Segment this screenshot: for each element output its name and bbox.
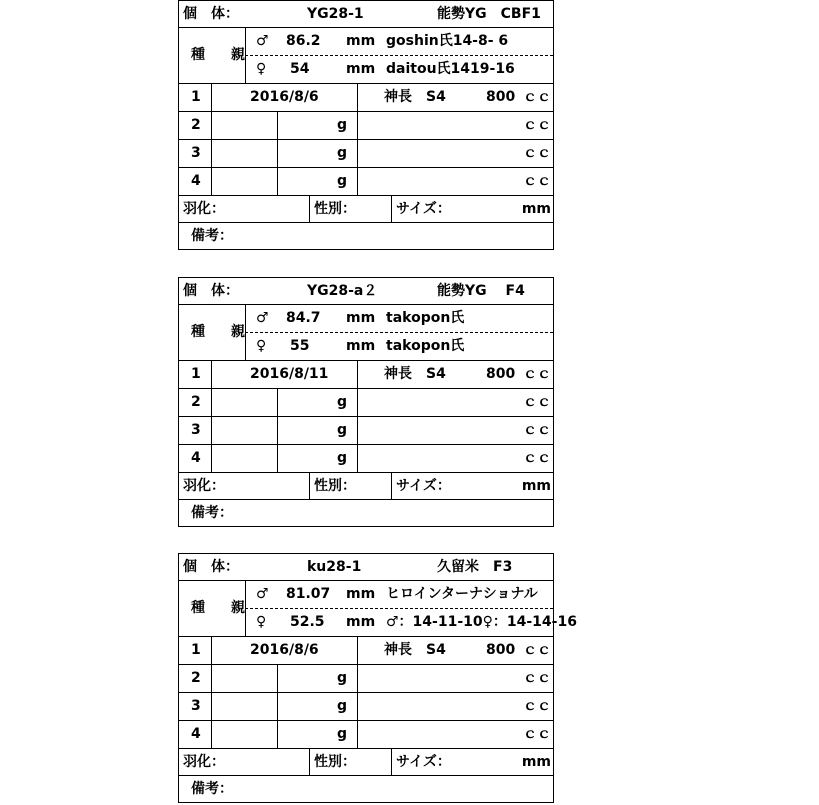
weight-unit: g (336, 726, 347, 742)
record-row-4 (178, 721, 554, 749)
weight-unit: g (336, 450, 347, 466)
row-number: 1 (191, 642, 201, 658)
eclosion-row (178, 749, 554, 776)
female-unit: mm (346, 338, 376, 354)
weight-unit: g (336, 117, 347, 133)
notes-row (178, 500, 554, 527)
individual-id: ku28-1 (307, 559, 362, 575)
container-volume: 800 (486, 366, 516, 382)
cc-unit: ｃｃ (523, 145, 551, 161)
record-row-3 (178, 140, 554, 168)
parents-label: 種 親 (191, 600, 251, 616)
container-type: 神長 S4 (384, 89, 446, 105)
cc-unit: ｃｃ (523, 726, 551, 742)
record-row-1 (178, 637, 554, 665)
cc-unit: ｃｃ (523, 394, 551, 410)
row-number: 3 (191, 698, 201, 714)
record-row-2 (178, 665, 554, 693)
male-size: 86.2 (286, 33, 321, 49)
dotted-divider (245, 332, 553, 333)
female-info: takopon氏 (386, 338, 465, 354)
eclosion-label: 羽化： (183, 201, 225, 217)
weight-unit: g (336, 670, 347, 686)
size-label: サイズ： (396, 478, 451, 494)
eclosion-row (178, 473, 554, 500)
size-unit: mm (521, 754, 551, 770)
row-number: 4 (191, 173, 201, 189)
individual-id: YG28-a２ (307, 283, 378, 299)
parents-block (178, 28, 554, 84)
female-size: 52.5 (290, 614, 325, 630)
male-unit: mm (346, 310, 376, 326)
notes-label: 備考： (191, 228, 233, 244)
female-size: 55 (290, 338, 310, 354)
female-info: ♂：14-11-10♀：14-14-16 (386, 614, 577, 630)
row-number: 2 (191, 394, 201, 410)
female-unit: mm (346, 614, 376, 630)
weight-unit: g (336, 422, 347, 438)
male-symbol: ♂ (256, 586, 269, 602)
breeding-card (178, 553, 577, 802)
male-symbol: ♂ (256, 310, 269, 326)
row-number: 3 (191, 145, 201, 161)
record-row-2 (178, 112, 554, 140)
male-info: takopon氏 (386, 310, 465, 326)
male-symbol: ♂ (256, 33, 269, 49)
dotted-divider (245, 608, 553, 609)
cc-unit: ｃｃ (523, 117, 551, 133)
record-row-1 (178, 84, 554, 112)
notes-label: 備考： (191, 781, 233, 797)
male-info: ヒロインターナショナル (386, 586, 538, 602)
individual-label: 個 体： (183, 6, 239, 22)
cc-unit: ｃｃ (523, 89, 551, 105)
row-number: 1 (191, 366, 201, 382)
cc-unit: ｃｃ (523, 450, 551, 466)
parents-label: 種 親 (191, 324, 251, 340)
row-number: 1 (191, 89, 201, 105)
size-unit: mm (521, 478, 551, 494)
sex-label: 性別： (314, 478, 356, 494)
origin-label: 能勢YG CBF1 (437, 6, 541, 22)
row-number: 2 (191, 670, 201, 686)
notes-row (178, 776, 554, 803)
individual-label: 個 体： (183, 283, 239, 299)
row-number: 4 (191, 726, 201, 742)
cc-unit: ｃｃ (523, 173, 551, 189)
female-info: daitou氏1419-16 (386, 61, 515, 77)
female-symbol: ♀ (256, 614, 267, 630)
record-row-4 (178, 445, 554, 473)
record-row-3 (178, 417, 554, 445)
container-type: 神長 S4 (384, 642, 446, 658)
female-size: 54 (290, 61, 310, 77)
notes-row (178, 223, 554, 250)
eclosion-row (178, 196, 554, 223)
record-date: 2016/8/6 (250, 642, 319, 658)
male-unit: mm (346, 586, 376, 602)
sex-label: 性別： (314, 201, 356, 217)
row-number: 3 (191, 422, 201, 438)
card-header-row (178, 553, 554, 581)
eclosion-label: 羽化： (183, 478, 225, 494)
parents-label: 種 親 (191, 47, 251, 63)
container-volume: 800 (486, 89, 516, 105)
parents-block (178, 581, 577, 637)
cc-unit: ｃｃ (523, 698, 551, 714)
weight-unit: g (336, 394, 347, 410)
female-symbol: ♀ (256, 338, 267, 354)
notes-label: 備考： (191, 505, 233, 521)
breeding-card (178, 0, 554, 249)
weight-unit: g (336, 145, 347, 161)
card-header-row (178, 277, 554, 305)
record-date: 2016/8/11 (250, 366, 329, 382)
male-unit: mm (346, 33, 376, 49)
weight-unit: g (336, 173, 347, 189)
record-row-4 (178, 168, 554, 196)
eclosion-label: 羽化： (183, 754, 225, 770)
size-label: サイズ： (396, 754, 451, 770)
cc-unit: ｃｃ (523, 642, 551, 658)
female-symbol: ♀ (256, 61, 267, 77)
record-row-1 (178, 361, 554, 389)
container-type: 神長 S4 (384, 366, 446, 382)
origin-label: 久留米 F3 (437, 559, 513, 575)
dotted-divider (245, 55, 553, 56)
record-row-3 (178, 693, 554, 721)
cc-unit: ｃｃ (523, 670, 551, 686)
cc-unit: ｃｃ (523, 422, 551, 438)
record-row-2 (178, 389, 554, 417)
female-unit: mm (346, 61, 376, 77)
male-size: 84.7 (286, 310, 321, 326)
container-volume: 800 (486, 642, 516, 658)
record-date: 2016/8/6 (250, 89, 319, 105)
individual-label: 個 体： (183, 559, 239, 575)
cc-unit: ｃｃ (523, 366, 551, 382)
sex-label: 性別： (314, 754, 356, 770)
size-label: サイズ： (396, 201, 451, 217)
row-number: 4 (191, 450, 201, 466)
breeding-card (178, 277, 554, 526)
male-size: 81.07 (286, 586, 331, 602)
weight-unit: g (336, 698, 347, 714)
male-info: goshin氏14-8- 6 (386, 33, 509, 49)
parents-block (178, 305, 554, 361)
origin-label: 能勢YG F4 (437, 283, 525, 299)
card-header-row (178, 0, 554, 28)
row-number: 2 (191, 117, 201, 133)
individual-id: YG28-1 (307, 6, 364, 22)
size-unit: mm (521, 201, 551, 217)
